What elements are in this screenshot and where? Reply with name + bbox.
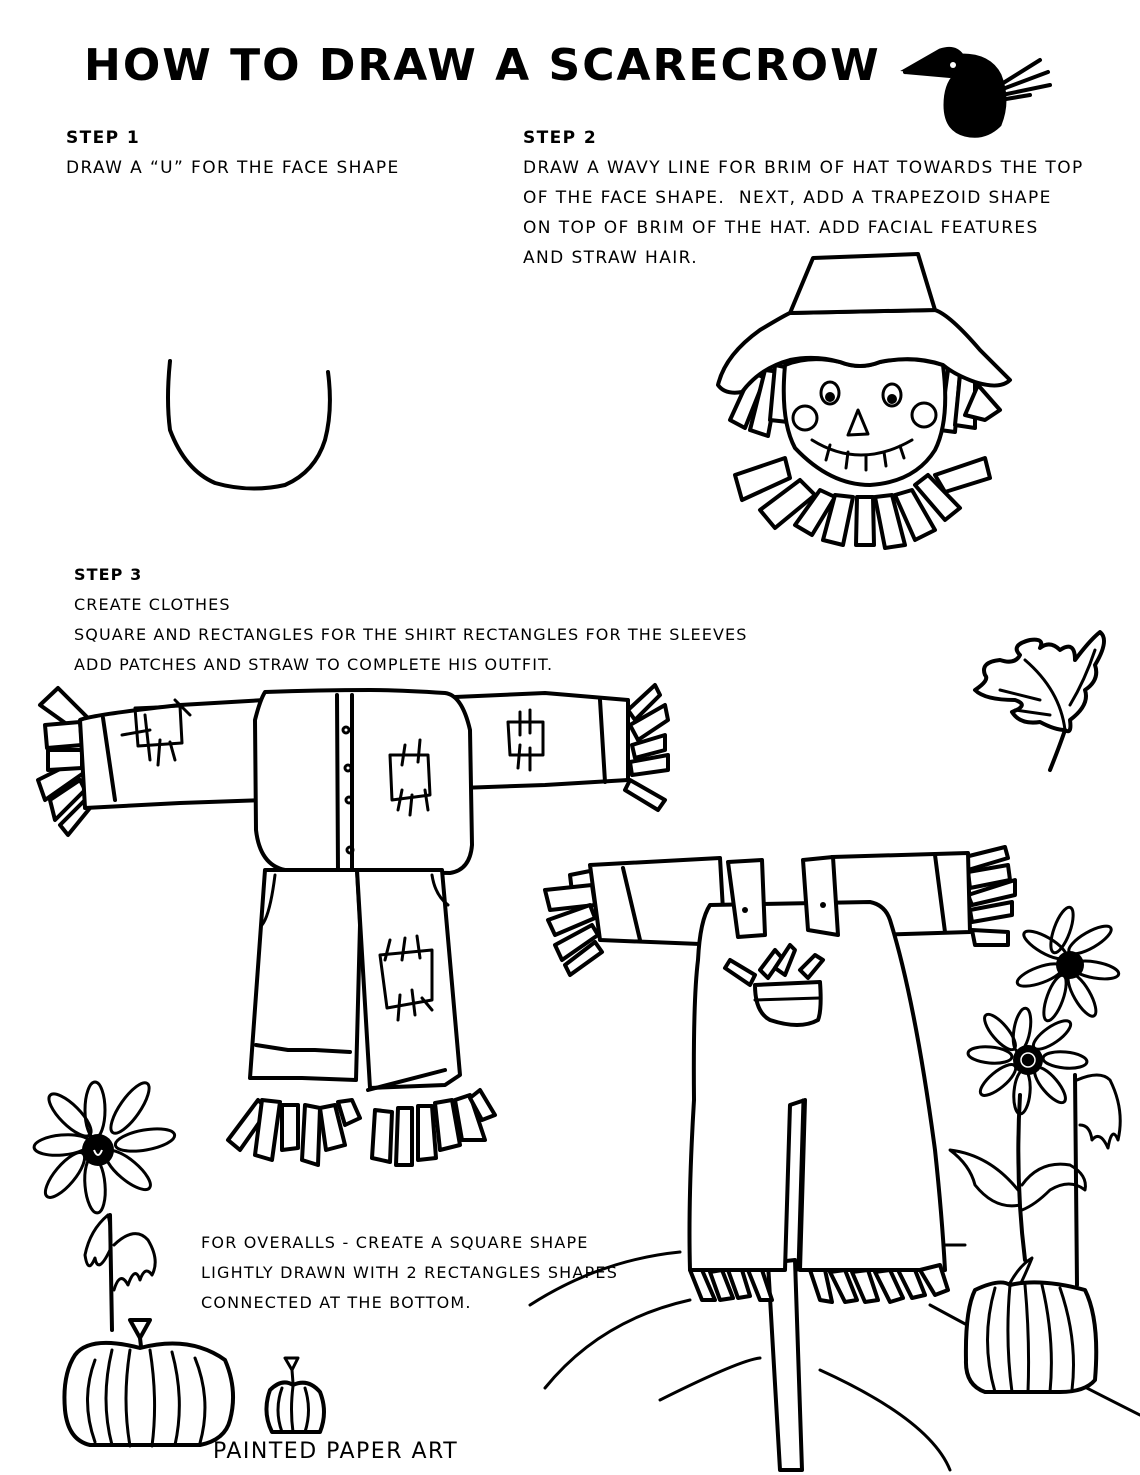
scarecrow-head: [718, 254, 1010, 548]
footer-credit: PAINTED PAPER ART: [213, 1439, 459, 1464]
step-1-label: STEP 1: [66, 128, 141, 148]
step-3-line-1: CREATE CLOTHES: [74, 595, 231, 614]
overalls-note-line-1: FOR OVERALLS - CREATE A SQUARE SHAPE: [201, 1233, 589, 1252]
pumpkin-small: [266, 1358, 324, 1432]
oak-leaf-icon: [975, 632, 1104, 770]
step-2-line-2: OF THE FACE SHAPE. NEXT, ADD A TRAPEZOID SHAPE: [523, 188, 1052, 208]
crow-icon: [905, 48, 1050, 136]
step-3-line-2: SQUARE AND RECTANGLES FOR THE SHIRT RECTANGLES FOR THE SLEEVES: [74, 625, 748, 644]
step-2-line-1: DRAW A WAVY LINE FOR BRIM OF HAT TOWARDS THE TOP: [523, 158, 1084, 178]
step-2-line-4: AND STRAW HAIR.: [523, 248, 699, 268]
overalls-note-line-2: LIGHTLY DRAWN WITH 2 RECTANGLES SHAPES: [201, 1263, 619, 1282]
step-3-label: STEP 3: [74, 565, 143, 584]
sunflowers-right: [950, 905, 1120, 1285]
step-3-line-3: ADD PATCHES AND STRAW TO COMPLETE HIS OUTFIT.: [74, 655, 554, 674]
u-face-shape: [168, 361, 330, 489]
overalls-note-line-3: CONNECTED AT THE BOTTOM.: [201, 1293, 472, 1312]
step-2-line-3: ON TOP OF BRIM OF THE HAT. ADD FACIAL FEATURES: [523, 218, 1039, 238]
step-1-line-1: DRAW A “U” FOR THE FACE SHAPE: [66, 158, 400, 178]
pumpkin-large: [64, 1320, 233, 1446]
step-2-label: STEP 2: [523, 128, 598, 148]
page-title: HOW TO DRAW A SCARECROW: [84, 40, 881, 91]
sunflower-left: [33, 1078, 176, 1330]
